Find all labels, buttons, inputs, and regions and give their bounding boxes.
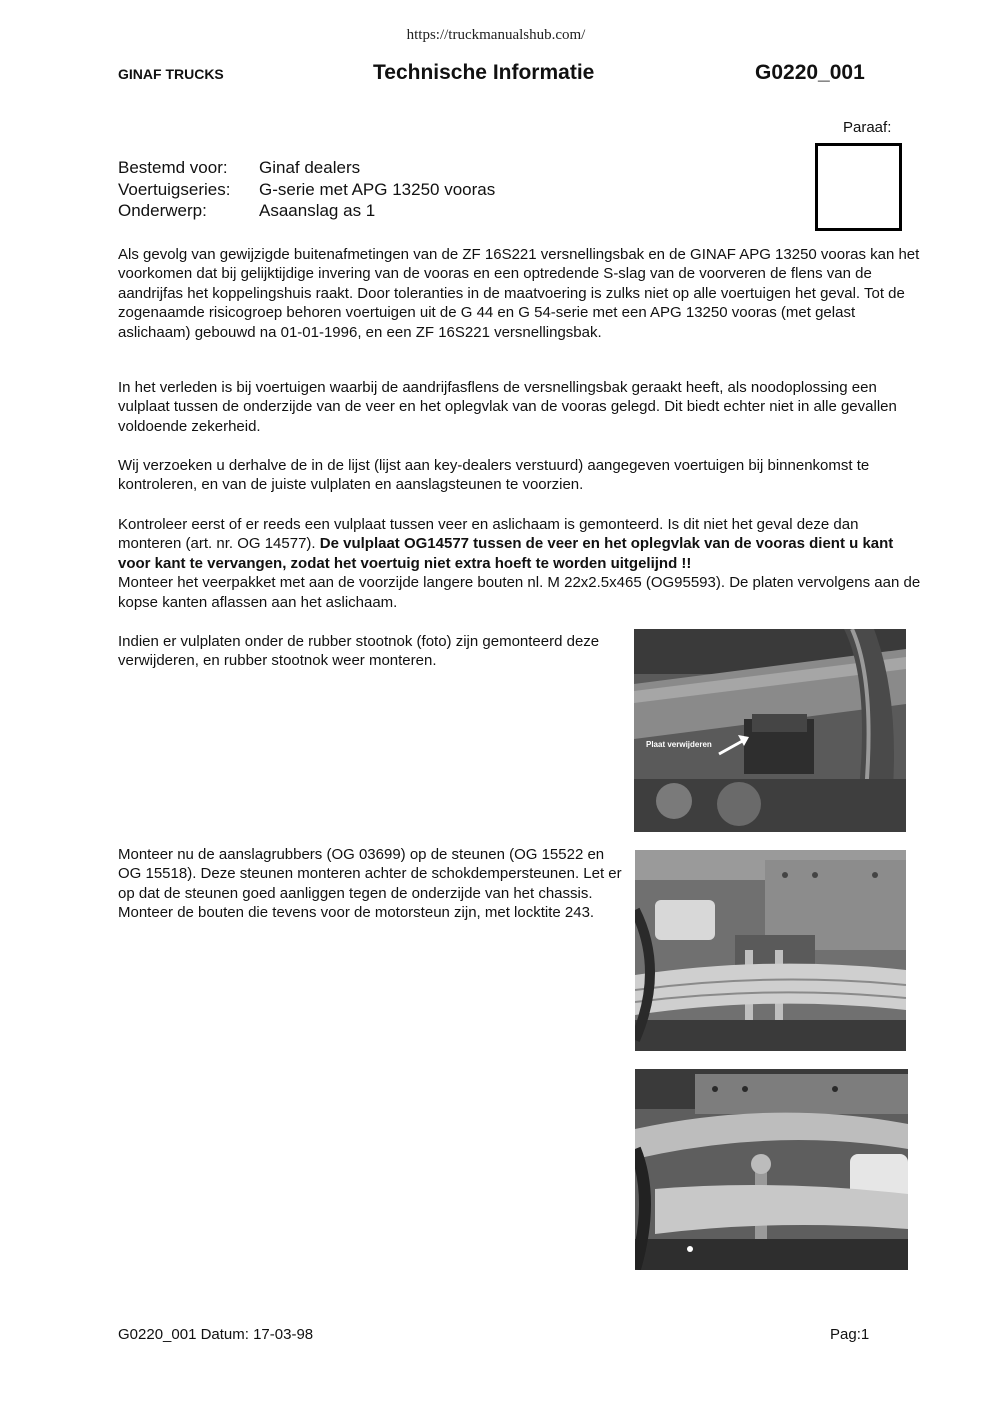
paragraph-request: Wij verzoeken u derhalve de in de lijst (lijst aan key-dealers verstuurd) aangegeven voertuigen bij binnenkomst te kontroleren, en van de juiste vulplaten en aanslagsteunen te voorzien. xyxy=(118,457,870,494)
meta-value: Ginaf dealers xyxy=(259,158,361,177)
paraaf-label: Paraaf: xyxy=(843,119,892,136)
footer-page-number: Pag:1 xyxy=(830,1326,870,1343)
paragraph-remove-plates: Indien er vulplaten onder de rubber stootnok (foto) zijn gemonteerd deze verwijderen, en rubber stootnok weer monteren. xyxy=(118,633,600,670)
meta-row-series xyxy=(118,179,495,201)
meta-row-audience xyxy=(118,157,495,179)
document-code: G0220_001 xyxy=(755,61,865,84)
document-title: Technische Informatie xyxy=(373,61,595,84)
source-url[interactable]: https://truckmanualshub.com/ xyxy=(406,27,586,43)
photo-stop-supports xyxy=(635,850,906,1051)
brand-name: GINAF TRUCKS xyxy=(118,66,224,82)
procedure-text-continued: Monteer het veerpakket met aan de voorzijde langere bouten nl. M 22x2.5x465 (OG95593). De platen vervolgens aan de kopse kanten aflassen aan het aslichaam. xyxy=(118,574,921,611)
paragraph-background: Als gevolg van gewijzigde buitenafmetingen van de ZF 16S221 versnellingsbak en de GINAF APG 13250 vooras kan het voorkomen dat bij gelijktijdige invering van de vooras en een optredende S-slag van de voorveren de flens van de aandrijfas het koppelingshuis raakt. Door toleranties in de maatvoering is zulks niet op alle voertuigen het geval. Tot de zogenaamde risicogroep behoren voertuigen uit de G 44 en G 54-serie met een APG 13250 vooras (met gelast aslichaam) gebouwd na 01-01-1996, en een ZF 16S221 versnellingsbak. xyxy=(118,246,920,341)
paraaf-signature-box xyxy=(815,143,902,231)
photo-bump-stop-image xyxy=(634,629,906,832)
meta-key: Bestemd voor: xyxy=(118,158,228,177)
meta-key: Voertuigseries: xyxy=(118,179,231,199)
photo-bump-stop xyxy=(634,629,906,832)
meta-value: G-serie met APG 13250 vooras xyxy=(259,179,496,199)
document-meta xyxy=(118,157,495,222)
meta-row-subject xyxy=(118,200,495,222)
photo-stop-supports-image xyxy=(635,850,906,1051)
paragraph-procedure xyxy=(118,515,924,612)
meta-value: Asaanslag as 1 xyxy=(259,201,376,220)
paragraph-mount-rubbers: Monteer nu de aanslagrubbers (OG 03699) op de steunen (OG 15522 en OG 15518). Deze steunen monteren achter de schokdempersteunen. Let er op dat de steunen goed aanliggen tegen de onderzijde van het chassis. Monteer de bouten die tevens voor de motorsteun zijn, met locktite 243. xyxy=(118,846,622,922)
meta-key: Onderwerp: xyxy=(118,201,207,220)
photo-shock-absorber-image xyxy=(635,1069,908,1270)
photo-annotation: Plaat verwijderen xyxy=(646,740,712,749)
procedure-warning: De vulplaat OG14577 tussen de veer en het oplegvlak van de vooras dient u kant voor kant te vervangen, zodat het voertuig niet extra hoeft te worden uitgelijnd !! xyxy=(118,535,894,572)
footer-document-date: G0220_001 Datum: 17-03-98 xyxy=(118,1326,314,1343)
paragraph-history: In het verleden is bij voertuigen waarbij de aandrijfasflens de versnellingsbak geraakt heeft, als noodoplossing een vulplaat tussen de onderzijde van de veer en het oplegvlak van de vooras gelegd. Dit biedt echter niet in alle gevallen voldoende zekerheid. xyxy=(118,379,897,435)
procedure-text: Kontroleer eerst of er reeds een vulplaat tussen veer en aslichaam is gemonteerd. Is dit niet het geval deze dan monteren (art. nr. OG 14577). xyxy=(118,516,859,553)
photo-shock-absorber xyxy=(635,1069,908,1270)
